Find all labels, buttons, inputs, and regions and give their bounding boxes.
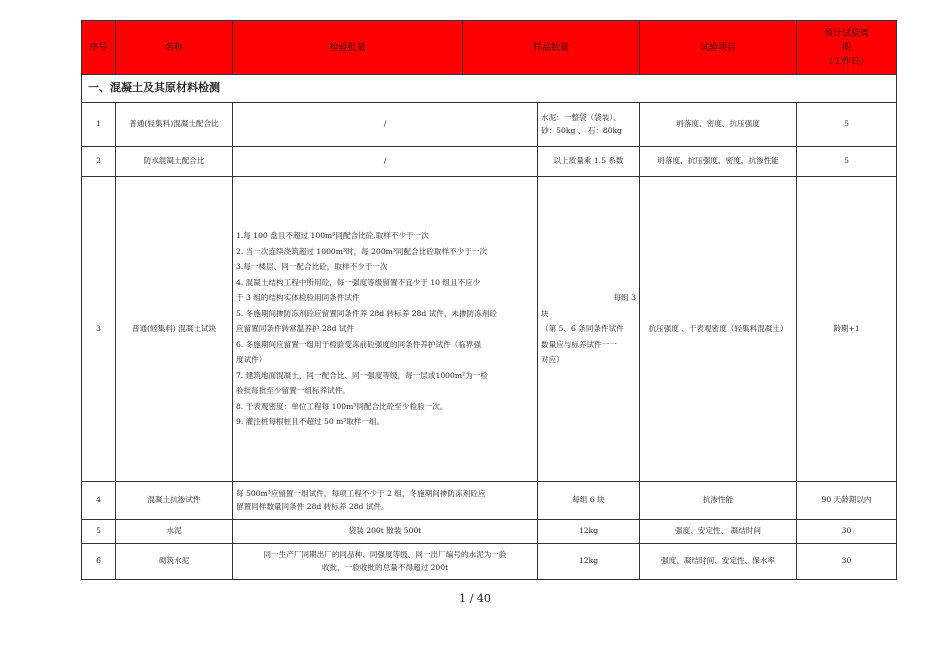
section-row — [82, 75, 897, 103]
row-no: 3 — [82, 177, 116, 482]
row-name: 砌筑水泥 — [116, 544, 233, 580]
row-sample: 每组 3 块 （第 5、6 条同条件试件 数量应与标养试件一一 对应） — [538, 177, 640, 482]
table-row — [82, 482, 897, 520]
row-items: 抗渗性能 — [640, 482, 797, 520]
header-no: 序号 — [82, 21, 116, 75]
row-period: 龄期+1 — [797, 177, 897, 482]
table-row — [82, 520, 897, 544]
row-sample: 12kg — [538, 544, 640, 580]
header-name: 名称 — [116, 21, 233, 75]
row-sample: 以上质量乘 1.5 系数 — [538, 147, 640, 177]
row-period: 5 — [797, 147, 897, 177]
row-batch: 1.每 100 盘且不超过 100m³同配合比砼,取样不少于一次 2. 当一次连续浇筑超过 1000m³时，每 200m³同配合比砼取样不少于一次 3.每一楼层、同一配合比砼，取样不少于一次 4. 混凝土结构工程中所用砼，每一强度等级留置不宜少于 10 组且不应少 于 3 组的结构实体检验用同条件试件 5. 冬施期间掺防冻剂砼应留置同条件养 28d 转标养 28d 试件，未掺防冻剂砼 应留置同条件转常温养护 28d 试件 6. 冬施期间应留置一组用于检验受冻前砼强度的同条件养护试件（临界强 度试件） 7. 建筑地面混凝土，同一配合比、同一强度等级，每一层或1000m²为一检 验批每批至少留置一组标养试件。 8. 干表观密度：单位工程每 100m³同配合比砼至少检验一次。 9. 灌注桩每根桩且不超过 50 m³取样一组。 — [233, 177, 538, 482]
row-name: 防水混凝土配合比 — [116, 147, 233, 177]
row-batch: 袋装 200t 散装 500t — [233, 520, 538, 544]
row-no: 4 — [82, 482, 116, 520]
row-sample: 每组 6 块 — [538, 482, 640, 520]
table-row — [82, 147, 897, 177]
header-period: 预计试验周 期 （工作日） — [797, 21, 897, 75]
row-items: 强度、凝结时间、安定性、保水率 — [640, 544, 797, 580]
row-name: 普通(轻集料)混凝土配合比 — [116, 103, 233, 147]
row-no: 5 — [82, 520, 116, 544]
row-batch: 同一生产厂同期出厂的同品种、同强度等级、同一出厂编号的水泥为一验 收批，一验收批的总量不得超过 200t — [233, 544, 538, 580]
row-sample: 12kg — [538, 520, 640, 544]
row-batch: / — [233, 103, 538, 147]
page-number: 1 / 40 — [459, 592, 491, 605]
header-items: 试验项目 — [640, 21, 797, 75]
table-row — [82, 103, 897, 147]
row-items: 坍落度、抗压强度、密度、抗渗性能 — [640, 147, 797, 177]
table-row — [82, 544, 897, 580]
row-period: 30 — [797, 544, 897, 580]
row-batch: 每 500m³应留置一组试件，每项工程不少于 2 组，冬施期间掺防冻剂砼应 留置同样数量同条件 28d 转标养 28d 试件。 — [233, 482, 538, 520]
row-items: 强度、安定性、 凝结时间 — [640, 520, 797, 544]
test-items-table — [81, 20, 897, 580]
table-row — [82, 177, 897, 482]
section-title: 一、混凝土及其原材料检测 — [82, 75, 897, 103]
row-name: 水泥 — [116, 520, 233, 544]
row-items: 坍落度、密度、抗压强度 — [640, 103, 797, 147]
row-no: 6 — [82, 544, 116, 580]
row-period: 5 — [797, 103, 897, 147]
row-name: 混凝土抗渗试件 — [116, 482, 233, 520]
header-sample: 样品数量 — [463, 21, 640, 75]
row-items: 抗压强度 、干表观密度（轻集料混凝土） — [640, 177, 797, 482]
row-period: 90 天龄期以内 — [797, 482, 897, 520]
header-row — [82, 21, 897, 75]
row-no: 1 — [82, 103, 116, 147]
row-no: 2 — [82, 147, 116, 177]
row-batch: / — [233, 147, 538, 177]
row-period: 30 — [797, 520, 897, 544]
row-name: 普通(轻集料) 混凝土试块 — [116, 177, 233, 482]
header-batch: 检验批量 — [233, 21, 463, 75]
row-sample: 水泥：一整袋（袋装）、 砂：50kg 、 石：80kg — [538, 103, 640, 147]
